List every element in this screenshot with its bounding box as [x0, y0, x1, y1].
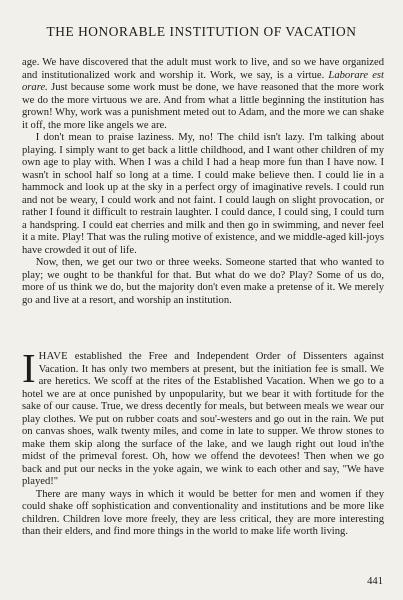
paragraph: I don't mean to praise laziness. My, no! The child isn't lazy. I'm talking about playing. I simply want to get back a little childhood, and I want other children of my own age to play with. When I was a child I had a heap more fun than I have now. I wasn't in school half so long at a time. I could make believe then. I could lie in a hammock and look up at the sky in a perfect orgy of imaginative revels. I could run and not be weary, I could work and not faint. I could laugh on slight provocation, or rather I found it difficult to restrain laughter. I could dance, I could sing, I could turn a handspring. I could eat cherries and milk and then go in swimming, and never feel it a mite. Play! That was the ruling motive of existence, and we middle-aged kill-joys have crowded it out of life.: [22, 132, 384, 256]
paragraph-text: age. We have discovered that the adult must work to live, and so we have organized and institutionalized work and worship it. Work, we say, is a virtue.: [22, 57, 384, 81]
paragraph: There are many ways in which it would be better for men and women if they could shake off sophistication and conventionality and institutions and be more like children. Children love more freely, they are less critical, they are more interesting than their elders, and find more things in the world to make life worth living.: [22, 488, 384, 537]
body-text-section-1: [22, 57, 384, 307]
paragraph-text: established the Free and Independent Order of Dissenters against Vacation. It has only two members at present, but the initiation fee is small. We are heretics. We scoff at the rites of the Established Vacation. When we go to a hotel we are at once punished by unpopularity, but we bear it with fortitude for the sake of our cause. True, we dress decently for meals, but between meals we wear our play clothes. We put on rubber coats and sou'-westers and go out in the rain. We put on canvas shoes, walk twenty miles, and come in late to supper. We throw stones to make them skip along the surface of the lake, and we laugh right out loud in'the midst of the primeval forest. Oh, how we offend the devotees! Then when we go back and put our necks in the yoke again, we wink to each other and say, "We have played!": [22, 351, 384, 487]
running-title: THE HONORABLE INSTITUTION OF VACATION: [46, 24, 357, 39]
paragraph-text: Just because some work must be done, we have reasoned that the more work we do the more virtuous we are. And from what a little beginning the institution has grown! Why, work was a punishment meted out to Adam, and the more we can shake it off, the more like angels we are.: [22, 82, 384, 131]
paragraph: [22, 57, 384, 132]
drop-cap: I: [22, 345, 36, 391]
body-text-section-2: [22, 345, 384, 539]
paragraph: Now, then, we get our two or three weeks. Someone started that who wanted to play; we ought to be thankful for that. But what do we do? Play? Some of us do, more of us think we do, but the majority don't even make a pretense of it. We merely go and live at a resort, and worship an institution.: [22, 257, 384, 306]
lead-in-caps: HAVE: [38, 351, 68, 362]
latin-motto: Laborare est orare.: [22, 69, 384, 93]
page-number: 441: [367, 576, 383, 587]
paragraph: [22, 345, 384, 489]
